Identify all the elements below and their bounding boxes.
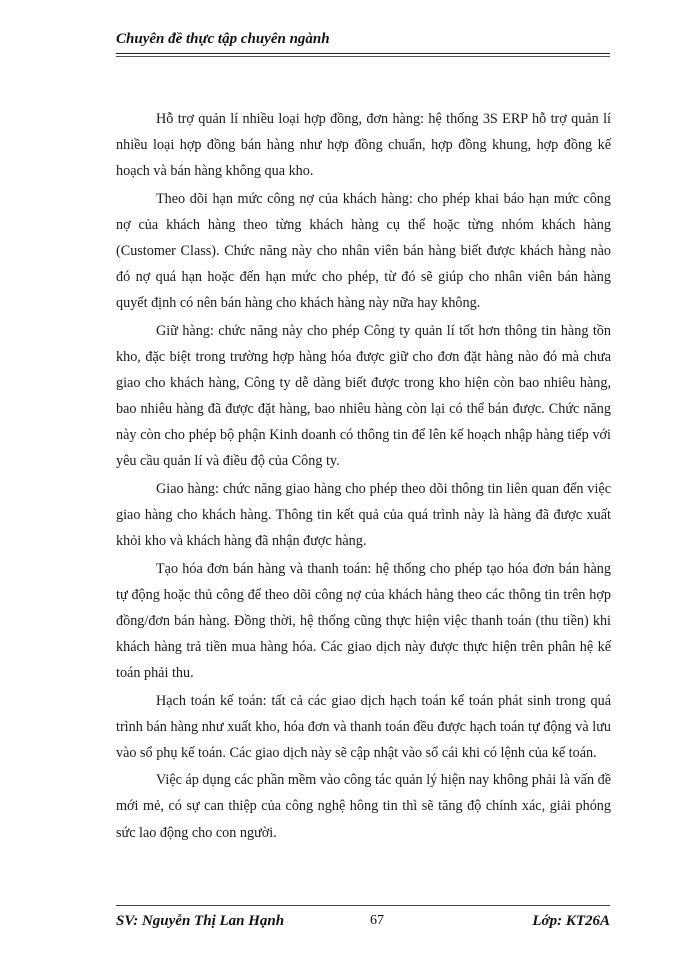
page-footer <box>116 911 610 933</box>
footer-author: SV: Nguyễn Thị Lan Hạnh <box>116 913 285 929</box>
paragraph-stock-reservation: Giữ hàng: chức năng này cho phép Công ty quản lí tốt hơn thông tin hàng tồn kho, đặc biệt trong trường hợp hàng hóa được giữ cho đơn đặt hàng nào đó mà chưa giao cho khách hàng, Công ty dễ dàng biết được trong kho hiện còn bao nhiêu hàng, bao nhiêu hàng đã được đặt hàng, bao nhiêu hàng còn lại có thể bán được. Chức năng này còn cho phép bộ phận Kinh doanh có thông tin để lên kế hoạch nhập hàng tiếp với yêu cầu quản lí và điều độ của Công ty. <box>116 322 611 470</box>
running-header: Chuyên đề thực tập chuyên ngành <box>116 31 330 47</box>
header-divider-thin <box>116 56 610 57</box>
header-divider <box>116 53 610 54</box>
page-number: 67 <box>370 913 384 928</box>
paragraph-delivery: Giao hàng: chức năng giao hàng cho phép theo dõi thông tin liên quan đến việc giao hàng cho khách hàng. Thông tin kết quả của quá trình này là hàng đã được xuất khỏi kho và khách hàng đã nhận được hàng. <box>116 480 611 549</box>
paragraph-accounting: Hạch toán kế toán: tất cả các giao dịch hạch toán kế toán phát sinh trong quá trình bán hàng như xuất kho, hóa đơn và thanh toán đều được hạch toán tự động và lưu vào sổ phụ kế toán. Các giao dịch này sẽ cập nhật vào sổ cái khi có lệnh của kế toán. <box>116 692 611 761</box>
paragraph-invoicing: Tạo hóa đơn bán hàng và thanh toán: hệ thống cho phép tạo hóa đơn bán hàng tự động hoặc thủ công để theo dõi công nợ của khách hàng theo các thông tin trên hợp đồng/đơn bán hàng. Đồng thời, hệ thống cũng thực hiện việc thanh toán (thu tiền) khi khách hàng trả tiền mua hàng hóa. Các giao dịch này được thực hiện trên phân hệ kế toán phải thu. <box>116 560 611 681</box>
body-text <box>116 106 611 847</box>
footer-class: Lớp: KT26A <box>532 913 610 929</box>
paragraph-credit-limit: Theo dõi hạn mức công nợ của khách hàng: cho phép khai báo hạn mức công nợ của khách hàng theo từng khách hàng cụ thể hoặc từng nhóm khách hàng (Customer Class). Chức năng này cho nhân viên bán hàng biết được khách hàng nào đó nợ quá hạn hoặc đến hạn mức cho phép, từ đó sẽ giúp cho nhân viên bán hàng quyết định có nên bán hàng cho khách hàng này nữa hay không. <box>116 190 611 312</box>
paragraph-software-adoption: Việc áp dụng các phần mềm vào công tác quản lý hiện nay không phải là vấn đề mới mẻ, có sự can thiệp của công nghệ hông tin thì sẽ tăng độ chính xác, giải phóng sức lao động cho con người. <box>116 772 611 841</box>
paragraph-contract-management: Hỗ trợ quản lí nhiều loại hợp đồng, đơn hàng: hệ thống 3S ERP hỗ trợ quản lí nhiều loại hợp đồng bán hàng như hợp đồng chuẩn, hợp đồng khung, hợp đồng kế hoạch và bán hàng không qua kho. <box>116 111 611 180</box>
footer-divider <box>116 905 610 906</box>
